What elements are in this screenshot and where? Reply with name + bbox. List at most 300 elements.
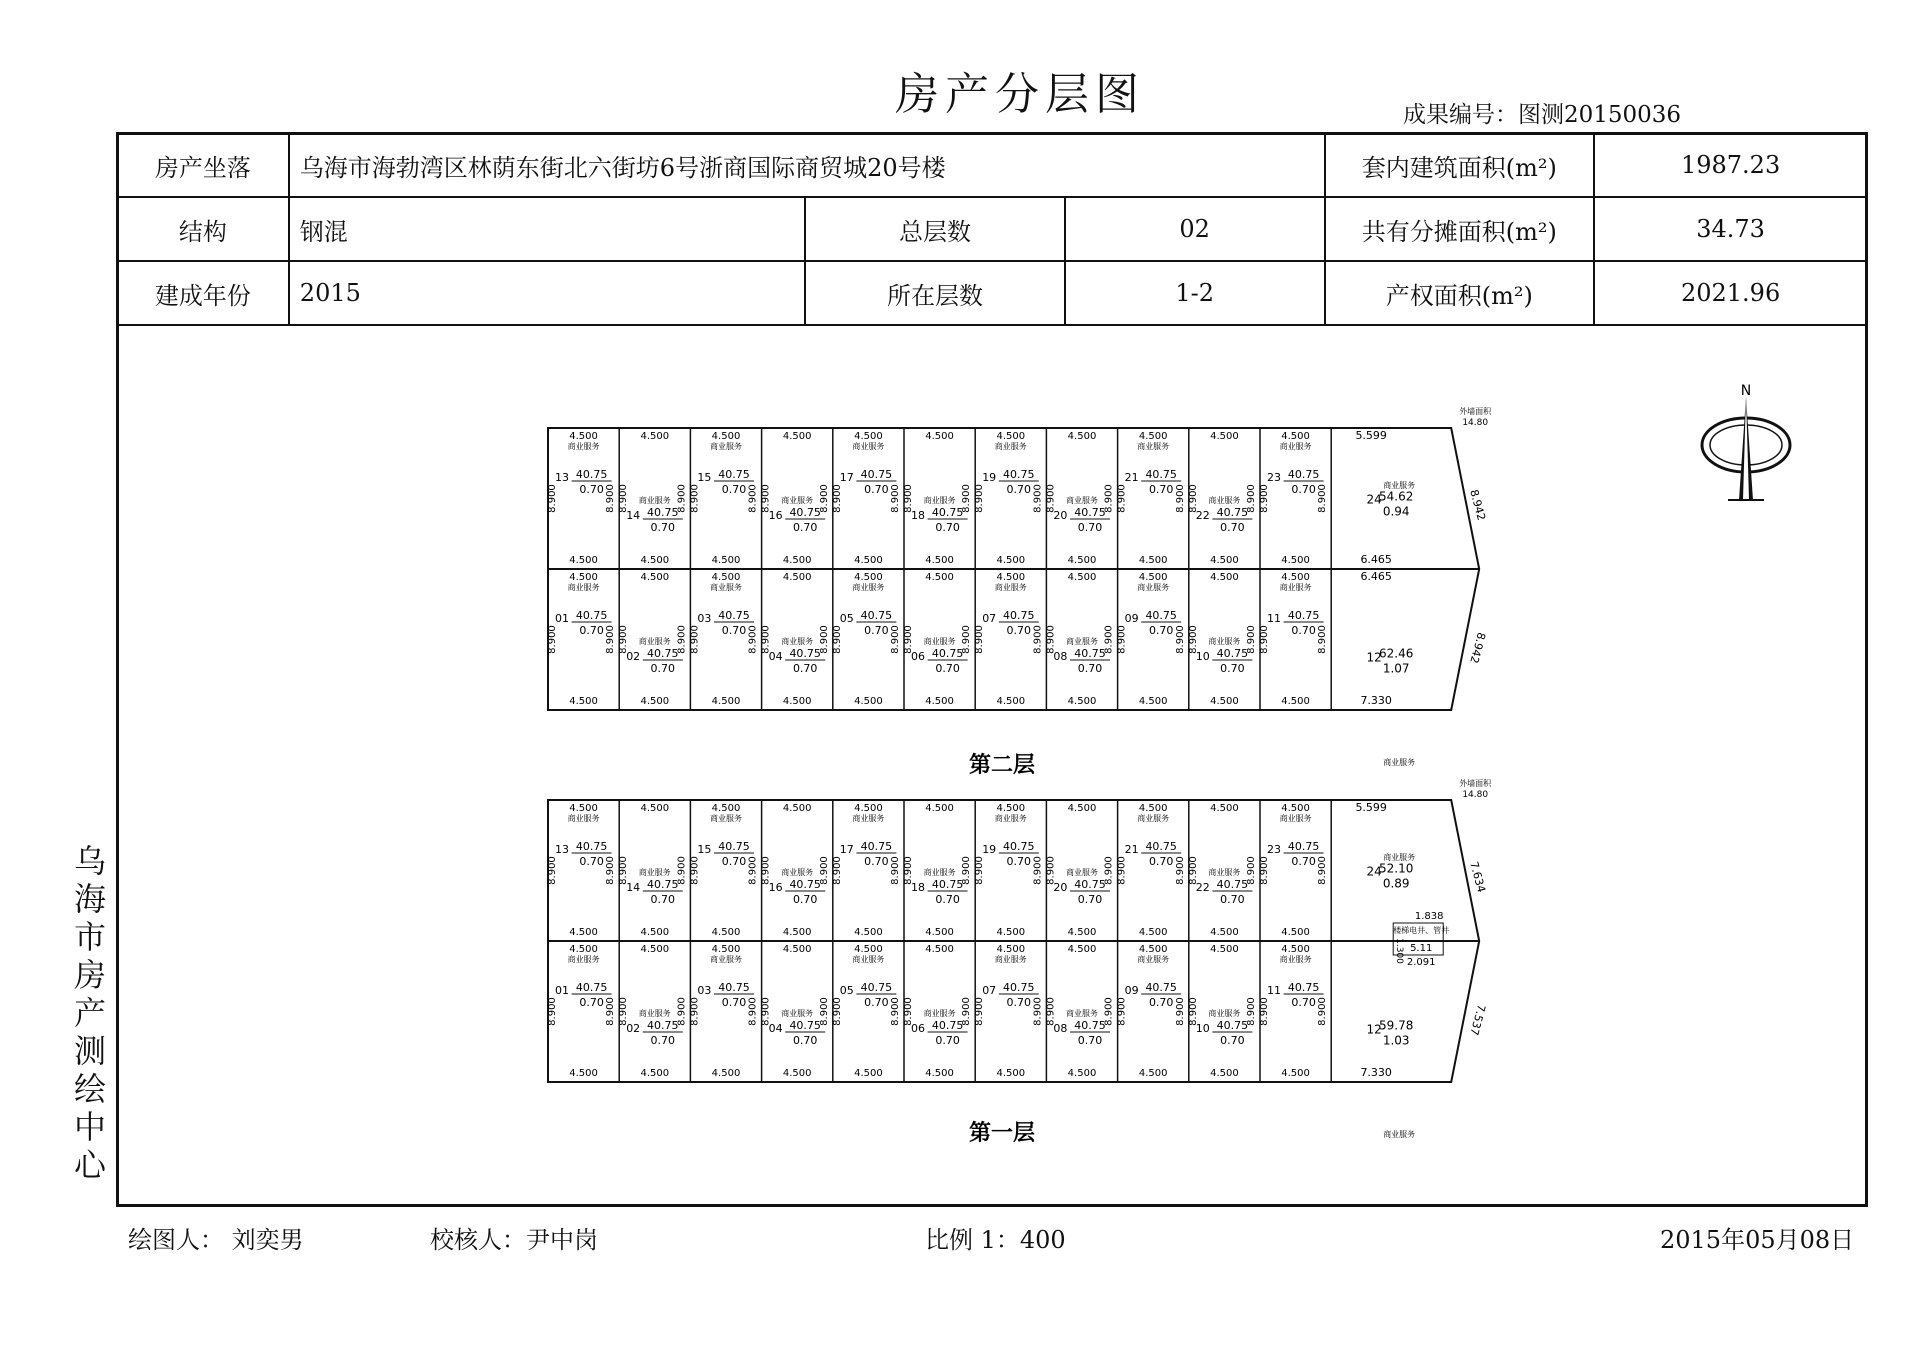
unit-shared: 0.70 xyxy=(792,1034,818,1047)
unit-shared: 0.70 xyxy=(650,1034,676,1047)
dim-depth: 8.900 xyxy=(747,625,759,654)
unit-number: 24 xyxy=(1366,492,1382,507)
unit-area: 40.75 xyxy=(647,878,679,891)
unit-area: 40.75 xyxy=(1145,840,1177,853)
unit-use-label: 商业服务 xyxy=(1279,583,1312,592)
unit-use-label: 商业服务 xyxy=(567,442,600,451)
dim-depth: 8.900 xyxy=(747,484,759,513)
dim-width-top: 4.500 xyxy=(925,803,954,814)
dim-depth: 8.900 xyxy=(1116,484,1128,513)
unit-use-label: 商业服务 xyxy=(1279,442,1312,451)
footer-drawer: 绘图人： 刘奕男 xyxy=(128,1226,304,1254)
dim-depth: 8.900 xyxy=(1116,997,1128,1026)
dim-width-top: 4.500 xyxy=(711,944,741,955)
unit-use-label: 商业服务 xyxy=(710,583,742,592)
unit-area: 40.75 xyxy=(575,981,608,994)
dim-depth: 8.900 xyxy=(689,484,701,513)
unit-shared: 0.70 xyxy=(1006,996,1032,1009)
unit-number: 23 xyxy=(1267,843,1281,856)
unit-use-label: 商业服务 xyxy=(1208,496,1241,505)
dim-width-top: 4.500 xyxy=(782,431,812,442)
unit-shared: 0.70 xyxy=(864,996,889,1009)
dim-width-top: 4.500 xyxy=(854,572,883,583)
dim-width-bottom: 4.500 xyxy=(996,1068,1026,1079)
unit-area: 40.75 xyxy=(1074,647,1106,660)
unit-use-label: 商业服务 xyxy=(994,583,1027,592)
dim-depth: 8.900 xyxy=(1032,997,1044,1026)
unit-use-label: 商业服务 xyxy=(638,496,671,505)
dim-width-top: 4.500 xyxy=(1067,572,1097,583)
unit-number: 10 xyxy=(1195,1022,1210,1035)
dim-width-top: 4.500 xyxy=(782,572,812,583)
dim-width-top: 4.500 xyxy=(1138,572,1168,583)
unit-use-label: 商业服务 xyxy=(923,868,956,877)
unit-shared: 0.70 xyxy=(792,662,818,675)
unit-shared: 0.70 xyxy=(1291,996,1316,1009)
dim-width-top: 4.500 xyxy=(854,431,883,442)
dim-width-top: 4.500 xyxy=(1067,803,1097,814)
unit-area: 40.75 xyxy=(1074,506,1106,519)
dim-width-bottom: 4.500 xyxy=(1067,1068,1097,1079)
wall-label: 外墙面积 xyxy=(1459,407,1492,416)
unit-area: 40.75 xyxy=(575,609,608,622)
dim-depth: 8.900 xyxy=(1317,856,1329,885)
dim-width-top: 4.500 xyxy=(1281,431,1310,442)
dim-depth: 8.900 xyxy=(760,484,772,513)
dim-width-top: 4.500 xyxy=(640,431,670,442)
dim-width-bottom: 4.500 xyxy=(996,927,1026,938)
unit-number: 01 xyxy=(555,984,569,997)
dim-width-top: 4.500 xyxy=(711,431,741,442)
dim-depth: 8.900 xyxy=(689,625,701,654)
unit-use-label: 商业服务 xyxy=(852,814,885,823)
unit-area: 40.75 xyxy=(1074,1019,1106,1032)
unit-number: 17 xyxy=(839,471,854,484)
unit-number: 06 xyxy=(911,650,925,663)
unit-use-label: 商业服务 xyxy=(567,814,600,823)
unit-use-label: 商业服务 xyxy=(1137,955,1170,964)
unit-shared: 0.70 xyxy=(792,893,818,906)
dim-depth: 8.900 xyxy=(1103,484,1115,513)
unit-area: 40.75 xyxy=(789,506,821,519)
dim-width-top: 4.500 xyxy=(569,431,598,442)
unit-number: 24 xyxy=(1366,864,1382,879)
dim-width-bottom: 4.500 xyxy=(925,1068,954,1079)
unit-shared: 0.70 xyxy=(1006,483,1032,496)
floor-label: 所在层数 xyxy=(805,261,1065,325)
dim-width-top: 4.500 xyxy=(640,572,670,583)
unit-number: 13 xyxy=(555,843,569,856)
dim-width-top: 4.500 xyxy=(1210,803,1239,814)
unit-number: 14 xyxy=(626,509,641,522)
unit-shared: 0.70 xyxy=(1006,855,1032,868)
unit-use-label: 商业服务 xyxy=(1383,481,1416,490)
dim-depth: 8.900 xyxy=(1317,625,1329,654)
unit-number: 12 xyxy=(1366,1022,1382,1037)
dim-depth: 8.900 xyxy=(1259,856,1270,885)
dim-depth: 8.900 xyxy=(618,856,630,885)
dim-depth: 8.900 xyxy=(618,484,630,513)
unit-area: 40.75 xyxy=(647,647,679,660)
dim-depth: 8.900 xyxy=(831,484,843,513)
dim-width-top: 4.500 xyxy=(569,803,598,814)
unit-use-label: 商业服务 xyxy=(1137,814,1170,823)
unit-shared: 0.70 xyxy=(1148,855,1174,868)
unit-number: 22 xyxy=(1195,881,1210,894)
structure-value: 钢混 xyxy=(289,197,805,261)
unit-number: 21 xyxy=(1124,843,1139,856)
unit-shared: 0.70 xyxy=(721,855,747,868)
unit-shared: 0.70 xyxy=(1006,624,1032,637)
footer-checker: 校核人：尹中岗 xyxy=(430,1226,598,1254)
unit-shared: 0.70 xyxy=(1220,662,1245,675)
dim-depth: 8.900 xyxy=(1246,856,1257,885)
dim-width-top: 4.500 xyxy=(925,431,954,442)
dim-depth: 8.900 xyxy=(961,484,973,513)
unit-number: 15 xyxy=(697,843,712,856)
dim-width-bottom: 4.500 xyxy=(854,696,883,707)
unit-number: 08 xyxy=(1053,1022,1068,1035)
dim-depth: 8.900 xyxy=(1259,625,1270,654)
unit-use-label: 商业服务 xyxy=(1279,814,1312,823)
dim-width-top: 4.500 xyxy=(1138,803,1168,814)
dim-depth: 8.900 xyxy=(974,625,986,654)
unit-number: 11 xyxy=(1267,612,1281,625)
unit-area: 40.75 xyxy=(1216,647,1249,660)
dim-depth: 8.900 xyxy=(1174,625,1186,654)
unit-area: 40.75 xyxy=(575,840,608,853)
footer-scale: 比例 1：400 xyxy=(925,1226,1066,1254)
dim-width-bottom: 4.500 xyxy=(569,927,598,938)
unit-use-label: 商业服务 xyxy=(567,955,600,964)
unit-area: 40.75 xyxy=(575,468,608,481)
dim-width-bottom: 4.500 xyxy=(1067,927,1097,938)
dim-depth: 8.900 xyxy=(1032,625,1044,654)
unit-use-label: 商业服务 xyxy=(852,955,885,964)
dim-width-bottom: 4.500 xyxy=(640,927,670,938)
shared-area-value: 34.73 xyxy=(1594,197,1867,261)
dim-depth: 8.900 xyxy=(974,484,986,513)
unit-number: 01 xyxy=(555,612,569,625)
dim-width-bottom: 4.500 xyxy=(711,1068,741,1079)
dim-width-top: 4.500 xyxy=(1210,572,1239,583)
dim-width-bottom: 4.500 xyxy=(1281,696,1310,707)
unit-area: 40.75 xyxy=(860,981,893,994)
unit-area: 40.75 xyxy=(1145,609,1177,622)
dim-depth: 8.900 xyxy=(676,856,688,885)
unit-number: 05 xyxy=(839,984,854,997)
unit-use-label: 商业服务 xyxy=(638,1009,671,1018)
unit-number: 14 xyxy=(626,881,641,894)
unit-area: 40.75 xyxy=(1145,468,1177,481)
unit-shared: 0.70 xyxy=(1291,624,1316,637)
dim-width-top: 4.500 xyxy=(640,944,670,955)
unit-use-label: 商业服务 xyxy=(710,814,742,823)
total-floors-value: 02 xyxy=(1065,197,1325,261)
dim-depth: 8.900 xyxy=(903,484,914,513)
dim-depth: 8.900 xyxy=(818,856,830,885)
dim-right-mid: 6.465 xyxy=(1360,570,1392,583)
unit-number: 09 xyxy=(1124,612,1139,625)
unit-number: 20 xyxy=(1053,881,1068,894)
unit-number: 10 xyxy=(1195,650,1210,663)
unit-number: 18 xyxy=(911,881,925,894)
unit-shared: 0.70 xyxy=(1220,893,1245,906)
unit-shared: 0.70 xyxy=(1148,996,1174,1009)
dim-right-side: 8.942 xyxy=(1467,488,1488,522)
dim-depth: 8.900 xyxy=(818,484,830,513)
unit-shared: 0.70 xyxy=(721,996,747,1009)
dim-right-side: 7.634 xyxy=(1467,860,1488,894)
unit-number: 15 xyxy=(697,471,712,484)
footer-date: 2015年05月08日 xyxy=(1660,1226,1855,1254)
unit-shared: 0.70 xyxy=(579,483,604,496)
dim-depth: 8.900 xyxy=(760,625,772,654)
unit-shared: 0.70 xyxy=(1148,483,1174,496)
unit-area: 40.75 xyxy=(931,647,964,660)
dim-depth: 8.900 xyxy=(831,625,843,654)
unit-use-label: 商业服务 xyxy=(994,814,1027,823)
unit-use-label: 商业服务 xyxy=(1279,955,1312,964)
unit-use-label: 商业服务 xyxy=(923,496,956,505)
unit-shared: 0.70 xyxy=(935,662,960,675)
unit-use-label: 商业服务 xyxy=(1066,868,1098,877)
dim-depth: 8.900 xyxy=(1045,856,1057,885)
unit-area: 40.75 xyxy=(718,609,750,622)
dim-depth: 8.900 xyxy=(605,484,617,513)
dim-depth: 8.900 xyxy=(1103,856,1115,885)
unit-area: 40.75 xyxy=(860,840,893,853)
unit-use-label: 商业服务 xyxy=(1066,1009,1098,1018)
dim-depth: 8.900 xyxy=(618,625,630,654)
dim-depth: 8.900 xyxy=(1317,484,1329,513)
unit-shared: 0.70 xyxy=(935,1034,960,1047)
dim-width-bottom: 4.500 xyxy=(1210,1068,1239,1079)
dim-width-top: 4.500 xyxy=(711,572,741,583)
dim-depth: 8.900 xyxy=(605,625,617,654)
dim-width-top: 4.500 xyxy=(1210,944,1239,955)
unit-area: 40.75 xyxy=(1003,609,1035,622)
dim-width-bottom: 4.500 xyxy=(640,555,670,566)
dim-width-top: 4.500 xyxy=(925,572,954,583)
unit-use-label: 商业服务 xyxy=(638,637,671,646)
dim-width-top: 4.500 xyxy=(1281,803,1310,814)
dim-depth: 8.900 xyxy=(1259,484,1270,513)
dim-right-mid: 6.465 xyxy=(1360,553,1392,566)
dim-width-bottom: 4.500 xyxy=(1067,555,1097,566)
dim-width-top: 4.500 xyxy=(996,572,1026,583)
unit-area: 40.75 xyxy=(931,1019,964,1032)
dim-width-bottom: 4.500 xyxy=(1210,696,1239,707)
dim-width-top: 4.500 xyxy=(640,803,670,814)
unit-number: 03 xyxy=(697,984,712,997)
stair-width2: 1.300 xyxy=(1394,938,1405,964)
dim-width-bottom: 4.500 xyxy=(782,555,812,566)
unit-shared: 0.70 xyxy=(579,624,604,637)
north-arrow-icon xyxy=(1702,383,1790,500)
unit-area: 40.75 xyxy=(789,878,821,891)
unit-shared: 0.70 xyxy=(864,624,889,637)
dim-width-bottom: 4.500 xyxy=(854,927,883,938)
unit-area: 62.46 xyxy=(1379,646,1414,661)
dim-depth: 8.900 xyxy=(1045,625,1057,654)
dim-width-top: 4.500 xyxy=(782,803,812,814)
result-number: 成果编号：图测20150036 xyxy=(1403,102,1682,128)
unit-area: 40.75 xyxy=(1003,468,1035,481)
unit-shared: 0.70 xyxy=(650,521,676,534)
year-label: 建成年份 xyxy=(117,261,289,325)
unit-area: 40.75 xyxy=(1003,840,1035,853)
dim-width-bottom: 4.500 xyxy=(1281,927,1310,938)
dim-depth: 8.900 xyxy=(547,997,558,1026)
unit-number: 07 xyxy=(982,984,997,997)
total-floors-label: 总层数 xyxy=(805,197,1065,261)
unit-number: 16 xyxy=(768,881,783,894)
unit-use-label: 商业服务 xyxy=(781,1009,814,1018)
unit-shared: 0.70 xyxy=(650,662,676,675)
dim-depth: 8.900 xyxy=(605,997,617,1026)
unit-area: 52.10 xyxy=(1379,861,1414,876)
unit-number: 03 xyxy=(697,612,712,625)
unit-number: 05 xyxy=(839,612,854,625)
unit-area: 40.75 xyxy=(860,468,893,481)
dim-right-top: 5.599 xyxy=(1355,801,1387,814)
side-label: 乌海市房产测绘中心 xyxy=(73,842,106,1184)
unit-use-label: 商业服务 xyxy=(923,637,956,646)
dim-width-bottom: 4.500 xyxy=(782,927,812,938)
unit-use-label: 商业服务 xyxy=(923,1009,956,1018)
unit-number: 19 xyxy=(982,471,997,484)
unit-use-label: 商业服务 xyxy=(994,955,1027,964)
dim-width-bottom: 4.500 xyxy=(1138,555,1168,566)
unit-use-label: 商业服务 xyxy=(1208,1009,1241,1018)
unit-use-label: 商业服务 xyxy=(994,442,1027,451)
dim-right-side: 8.942 xyxy=(1467,631,1488,665)
dim-width-bottom: 4.500 xyxy=(1210,555,1239,566)
unit-number: 02 xyxy=(626,650,641,663)
unit-use-label: 商业服务 xyxy=(710,955,742,964)
page-title: 房产分层图 xyxy=(895,69,1145,120)
dim-depth: 8.900 xyxy=(1259,997,1270,1026)
floor-value: 1-2 xyxy=(1065,261,1325,325)
dim-depth: 8.900 xyxy=(1103,625,1115,654)
unit-area: 40.75 xyxy=(860,609,893,622)
dim-width-bottom: 4.500 xyxy=(711,927,741,938)
unit-shared: 0.70 xyxy=(650,893,676,906)
dim-depth: 8.900 xyxy=(961,625,973,654)
dim-depth: 8.900 xyxy=(1246,625,1257,654)
dim-width-top: 4.500 xyxy=(1138,431,1168,442)
dim-depth: 8.900 xyxy=(1187,997,1199,1026)
dim-depth: 8.900 xyxy=(547,625,558,654)
unit-shared: 0.70 xyxy=(579,996,604,1009)
dim-depth: 8.900 xyxy=(890,484,901,513)
unit-number: 18 xyxy=(911,509,925,522)
unit-area: 40.75 xyxy=(1216,1019,1249,1032)
unit-area: 40.75 xyxy=(1216,506,1249,519)
unit-area: 40.75 xyxy=(718,468,750,481)
unit-area: 40.75 xyxy=(1003,981,1035,994)
dim-width-bottom: 4.500 xyxy=(711,696,741,707)
dim-depth: 8.900 xyxy=(676,997,688,1026)
floor-2-caption: 第二层 xyxy=(968,753,1036,778)
dim-width-bottom: 4.500 xyxy=(1067,696,1097,707)
unit-shared: 0.70 xyxy=(864,483,889,496)
dim-depth: 8.900 xyxy=(747,856,759,885)
year-value: 2015 xyxy=(289,261,805,325)
unit-area: 40.75 xyxy=(1287,468,1320,481)
dim-width-bottom: 4.500 xyxy=(996,555,1026,566)
dim-depth: 8.900 xyxy=(676,625,688,654)
property-area-value: 2021.96 xyxy=(1594,261,1867,325)
wall-value: 14.80 xyxy=(1462,790,1489,800)
unit-area: 40.75 xyxy=(1287,840,1320,853)
unit-shared: 0.70 xyxy=(935,893,960,906)
unit-number: 07 xyxy=(982,612,997,625)
structure-label: 结构 xyxy=(117,197,289,261)
unit-use-label: 商业服务 xyxy=(781,868,814,877)
dim-depth: 8.900 xyxy=(818,625,830,654)
dim-width-bottom: 4.500 xyxy=(569,1068,598,1079)
unit-number: 08 xyxy=(1053,650,1068,663)
dim-depth: 8.900 xyxy=(890,856,901,885)
dim-width-bottom: 4.500 xyxy=(782,696,812,707)
unit-shared: 0.70 xyxy=(579,855,604,868)
unit-use-label: 商业服务 xyxy=(638,868,671,877)
unit-number: 19 xyxy=(982,843,997,856)
dim-depth: 8.900 xyxy=(1045,484,1057,513)
dim-width-bottom: 4.500 xyxy=(996,696,1026,707)
unit-number: 02 xyxy=(626,1022,641,1035)
dim-width-top: 4.500 xyxy=(854,803,883,814)
dim-depth: 8.900 xyxy=(747,997,759,1026)
unit-use-label: 商业服务 xyxy=(1066,496,1098,505)
unit-shared: 0.70 xyxy=(1220,521,1245,534)
dim-depth: 8.900 xyxy=(689,856,701,885)
dim-depth: 8.900 xyxy=(1246,997,1257,1026)
dim-width-bottom: 4.500 xyxy=(1138,696,1168,707)
dim-width-top: 4.500 xyxy=(996,431,1026,442)
shared-area-label: 共有分摊面积(m²) xyxy=(1325,197,1595,261)
unit-use-label: 商业服务 xyxy=(1066,637,1098,646)
dim-width-top: 4.500 xyxy=(569,572,598,583)
wall-label: 外墙面积 xyxy=(1459,779,1492,788)
dim-width-top: 4.500 xyxy=(569,944,598,955)
unit-use-label: 商业服务 xyxy=(1383,1130,1416,1139)
dim-depth: 8.900 xyxy=(1174,484,1186,513)
unit-number: 17 xyxy=(839,843,854,856)
unit-use-label: 商业服务 xyxy=(710,442,742,451)
unit-area: 40.75 xyxy=(1287,609,1320,622)
unit-use-label: 商业服务 xyxy=(852,583,885,592)
dim-width-bottom: 4.500 xyxy=(711,555,741,566)
dim-width-top: 4.500 xyxy=(1138,944,1168,955)
unit-area: 40.75 xyxy=(1145,981,1177,994)
unit-number: 04 xyxy=(768,650,783,663)
dim-width-top: 4.500 xyxy=(996,803,1026,814)
unit-shared: 0.70 xyxy=(1291,483,1316,496)
stair-label: 楼梯电井、管井 xyxy=(1393,926,1450,935)
dim-width-top: 4.500 xyxy=(711,803,741,814)
dim-width-bottom: 4.500 xyxy=(1138,927,1168,938)
unit-shared: 0.70 xyxy=(1077,1034,1103,1047)
dim-depth: 8.900 xyxy=(974,856,986,885)
unit-area: 40.75 xyxy=(931,506,964,519)
dim-right-bottom: 7.330 xyxy=(1360,1066,1392,1079)
floor-2-plan xyxy=(547,406,1492,767)
dim-depth: 8.900 xyxy=(974,997,986,1026)
unit-number: 23 xyxy=(1267,471,1281,484)
